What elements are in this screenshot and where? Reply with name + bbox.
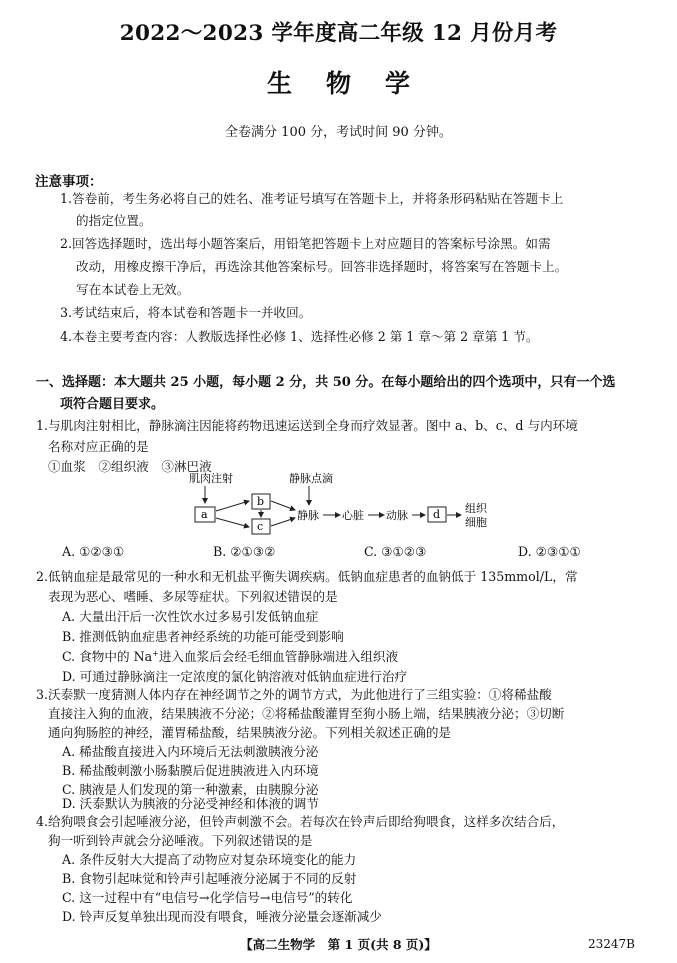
q1-option-c[interactable]: C. ③①②③ bbox=[364, 544, 427, 559]
q3-stem-line-3: 通向狗肠腔的神经，灌胃稀盐酸，结果胰液分泌。下列相关叙述正确的是 bbox=[48, 725, 451, 740]
page-footer: 【高二生物学 第 1 页(共 8 页)】 bbox=[240, 937, 437, 952]
q1-option-d[interactable]: D. ②③①① bbox=[518, 544, 581, 559]
diagram-arrow-c-vein bbox=[271, 518, 295, 526]
diagram-label-artery: 动脉 bbox=[386, 509, 408, 522]
q2-option-b[interactable]: B. 推测低钠血症患者神经系统的功能可能受到影响 bbox=[62, 629, 344, 644]
q4-option-d[interactable]: D. 铃声反复单独出现而没有喂食，唾液分泌量会逐渐减少 bbox=[62, 909, 382, 924]
q2-option-c[interactable] bbox=[62, 646, 398, 665]
notice-line-2: 的指定位置。 bbox=[76, 213, 152, 228]
section-heading-line-1: 一、选择题：本大题共 25 小题，每小题 2 分，共 50 分。在每小题给出的四个选项中，只有一个选 bbox=[36, 375, 616, 390]
q1-options bbox=[0, 544, 677, 560]
q1-option-b[interactable]: B. ②①③② bbox=[213, 544, 276, 559]
q3-stem-line-2: 直接注入狗的血液，结果胰液不分泌；②将稀盐酸灌胃至狗小肠上端，结果胰液分泌；③切断 bbox=[48, 706, 565, 721]
notice-line-4: 改动，用橡皮擦干净后，再选涂其他答案标号。回答非选择题时，将答案写在答题卡上。 bbox=[76, 259, 568, 274]
diagram-label-tissue-2: 细胞 bbox=[465, 516, 487, 529]
q3-option-c[interactable]: C. 胰液是人们发现的第一种激素，由胰腺分泌 bbox=[62, 782, 319, 797]
q3-stem-line-1: 3.沃泰默一度猜测人体内存在神经调节之外的调节方式，为此他进行了三组实验：①将稀盐酸 bbox=[36, 687, 552, 702]
q2-stem-line-1: 2.低钠血症是最常见的一种水和无机盐平衡失调疾病。低钠血症患者的血钠低于 135mmol/L，常 bbox=[36, 569, 578, 584]
q1-diagram bbox=[185, 470, 495, 540]
q4-stem-line-2: 狗一听到铃声就会分泌唾液。下列叙述错误的是 bbox=[48, 833, 313, 848]
diagram-arrow-b-vein bbox=[271, 501, 295, 510]
q3-option-d[interactable]: D. 沃泰默认为胰液的分泌受神经和体液的调节 bbox=[62, 796, 319, 811]
diagram-label-tissue-1: 组织 bbox=[465, 502, 487, 515]
subject-char-3: 学 bbox=[385, 69, 411, 98]
diagram-label-ivdrip: 静脉点滴 bbox=[289, 472, 333, 485]
q3-option-a[interactable]: A. 稀盐酸直接进入内环境后无法刺激胰液分泌 bbox=[62, 744, 319, 759]
diagram-arrow-a-b bbox=[216, 501, 249, 511]
diagram-label-c: c bbox=[257, 520, 264, 533]
q1-stem-line-1: 1.与肌肉注射相比，静脉滴注因能将药物迅速运送到全身而疗效显著。图中 a、b、c、d 与内环境 bbox=[36, 418, 578, 433]
notice-line-1: 1.答卷前，考生务必将自己的姓名、准考证号填写在答题卡上，并将条形码粘贴在答题卡上 bbox=[60, 191, 564, 206]
q2-option-c-post: 进入血浆后会经毛细血管静脉端进入组织液 bbox=[158, 649, 399, 664]
q1-items: ①血浆 ②组织液 ③淋巴液 bbox=[48, 459, 212, 474]
q4-stem-line-1: 4.给狗喂食会引起唾液分泌，但铃声刺激不会。若每次在铃声后即给狗喂食，这样多次结合后， bbox=[36, 814, 565, 829]
section-heading-line-2: 项符合题目要求。 bbox=[60, 397, 165, 412]
exam-title: 2022～2023 学年度高二年级 12 月份月考 bbox=[119, 21, 558, 46]
notice-line-6: 3.考试结束后，将本试卷和答题卡一并收回。 bbox=[60, 305, 312, 320]
q4-option-b[interactable]: B. 食物引起味觉和铃声引起唾液分泌属于不同的反射 bbox=[62, 871, 357, 886]
q2-stem-line-2: 表现为恶心、嗜睡、多尿等症状。下列叙述错误的是 bbox=[48, 589, 338, 604]
q3-option-b[interactable]: B. 稀盐酸刺激小肠黏膜后促进胰液进入内环境 bbox=[62, 763, 319, 778]
diagram-label-heart: 心脏 bbox=[342, 509, 364, 522]
q1-option-a[interactable]: A. ①②③① bbox=[62, 544, 125, 559]
q2-option-d[interactable]: D. 可通过静脉滴注一定浓度的氯化钠溶液对低钠血症进行治疗 bbox=[62, 669, 408, 684]
notice-line-5: 写在本试卷上无效。 bbox=[76, 282, 190, 297]
diagram-label-a: a bbox=[201, 508, 208, 521]
q4-option-c[interactable]: C. 这一过程中有“电信号→化学信号→电信号”的转化 bbox=[62, 890, 353, 905]
subject-char-1: 生 bbox=[266, 69, 292, 98]
notice-line-3: 2.回答选择题时，选出每小题答案后，用铅笔把答题卡上对应题目的答案标号涂黑。如需 bbox=[60, 236, 551, 251]
subject-char-2: 物 bbox=[325, 69, 351, 98]
score-info: 全卷满分 100 分，考试时间 90 分钟。 bbox=[225, 125, 452, 140]
notice-heading: 注意事项： bbox=[35, 174, 103, 190]
notice-line-7: 4.本卷主要考查内容：人教版选择性必修 1、选择性必修 2 第 1 章～第 2 章第 1 节。 bbox=[60, 329, 539, 344]
exam-code: 23247B bbox=[588, 937, 635, 951]
subject-title bbox=[0, 64, 677, 100]
q2-option-c-pre: C. 食物中的 Na bbox=[62, 649, 153, 664]
diagram-label-vein: 静脉 bbox=[297, 509, 319, 522]
q2-option-c-sup: + bbox=[152, 648, 159, 658]
q2-option-a[interactable]: A. 大量出汗后一次性饮水过多易引发低钠血症 bbox=[62, 609, 319, 624]
q1-stem-line-2: 名称对应正确的是 bbox=[48, 439, 149, 454]
diagram-label-im: 肌肉注射 bbox=[189, 472, 233, 485]
diagram-label-d: d bbox=[433, 508, 441, 521]
diagram-arrow-a-c bbox=[216, 518, 249, 527]
q4-option-a[interactable]: A. 条件反射大大提高了动物应对复杂环境变化的能力 bbox=[62, 852, 357, 867]
diagram-label-b: b bbox=[257, 495, 265, 508]
